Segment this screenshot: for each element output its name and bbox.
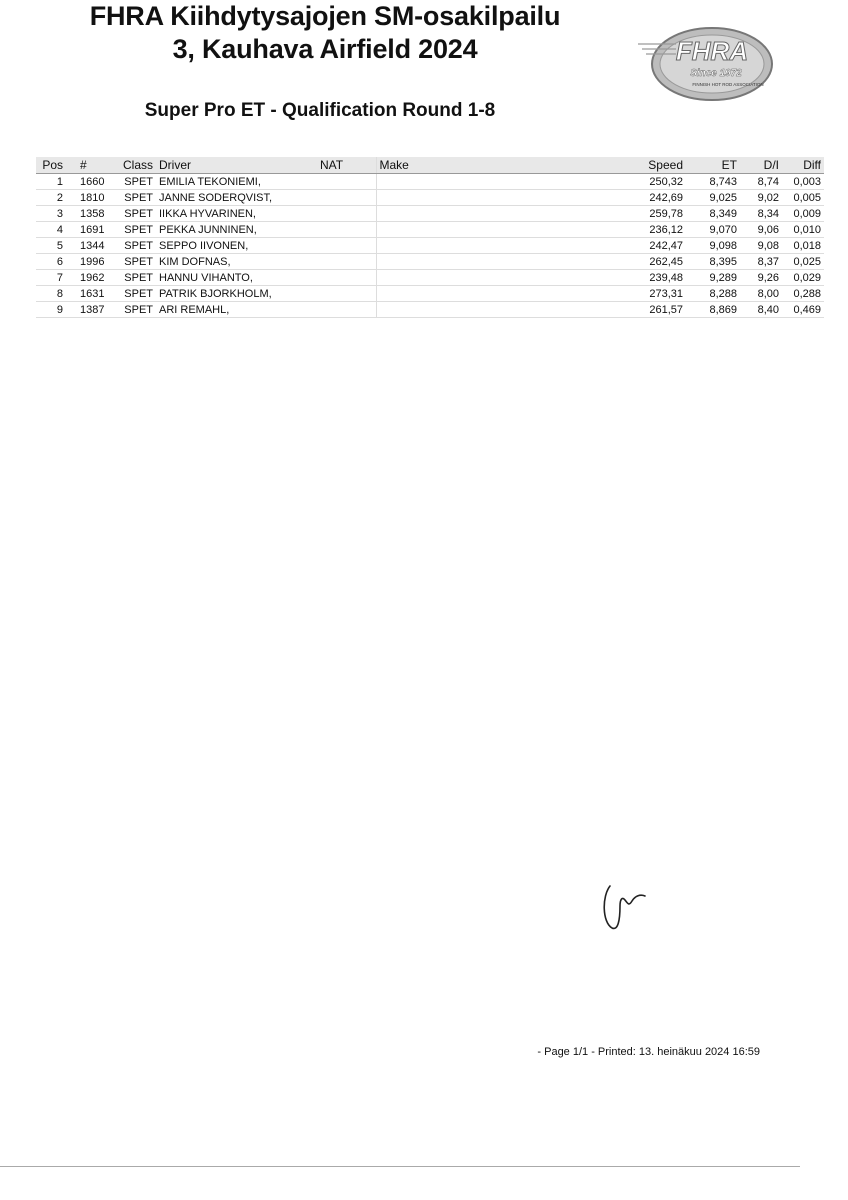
cell-di: 9,08 [740, 238, 782, 254]
cell-di: 9,02 [740, 190, 782, 206]
col-header-speed: Speed [626, 157, 686, 174]
handwritten-signature [598, 882, 654, 934]
cell-num: 1344 [66, 238, 118, 254]
cell-nat [316, 174, 376, 190]
cell-class: SPET [118, 302, 156, 318]
cell-diff: 0,010 [782, 222, 824, 238]
cell-di: 9,26 [740, 270, 782, 286]
fhra-logo [636, 24, 776, 102]
cell-make [376, 254, 626, 270]
col-header-nat: NAT [316, 157, 376, 174]
cell-di: 8,00 [740, 286, 782, 302]
cell-class: SPET [118, 238, 156, 254]
table-row [36, 222, 824, 238]
cell-di: 8,40 [740, 302, 782, 318]
cell-pos: 4 [36, 222, 66, 238]
cell-pos: 6 [36, 254, 66, 270]
cell-num: 1631 [66, 286, 118, 302]
cell-di: 9,06 [740, 222, 782, 238]
cell-et: 8,288 [686, 286, 740, 302]
cell-et: 8,349 [686, 206, 740, 222]
col-header-et: ET [686, 157, 740, 174]
cell-num: 1358 [66, 206, 118, 222]
cell-et: 8,869 [686, 302, 740, 318]
cell-make [376, 206, 626, 222]
cell-nat [316, 222, 376, 238]
cell-driver: PATRIK BJORKHOLM, [156, 286, 316, 302]
cell-make [376, 286, 626, 302]
col-header-class: Class [118, 157, 156, 174]
title-line-2: 3, Kauhava Airfield 2024 [172, 34, 478, 64]
cell-et: 8,395 [686, 254, 740, 270]
cell-pos: 8 [36, 286, 66, 302]
cell-pos: 5 [36, 238, 66, 254]
cell-et: 9,289 [686, 270, 740, 286]
document-title [30, 0, 620, 66]
cell-driver: IIKKA HYVARINEN, [156, 206, 316, 222]
cell-make [376, 222, 626, 238]
cell-driver: KIM DOFNAS, [156, 254, 316, 270]
col-header-number: # [66, 157, 118, 174]
cell-nat [316, 238, 376, 254]
cell-num: 1660 [66, 174, 118, 190]
cell-class: SPET [118, 270, 156, 286]
cell-speed: 259,78 [626, 206, 686, 222]
cell-diff: 0,029 [782, 270, 824, 286]
cell-driver: EMILIA TEKONIEMI, [156, 174, 316, 190]
cell-diff: 0,018 [782, 238, 824, 254]
cell-di: 8,34 [740, 206, 782, 222]
cell-class: SPET [118, 286, 156, 302]
cell-class: SPET [118, 254, 156, 270]
title-line-1: FHRA Kiihdytysajojen SM-osakilpailu [89, 1, 561, 31]
cell-pos: 1 [36, 174, 66, 190]
cell-diff: 0,469 [782, 302, 824, 318]
cell-diff: 0,009 [782, 206, 824, 222]
cell-driver: SEPPO IIVONEN, [156, 238, 316, 254]
cell-nat [316, 270, 376, 286]
table-row [36, 302, 824, 318]
cell-et: 9,025 [686, 190, 740, 206]
cell-speed: 239,48 [626, 270, 686, 286]
document-subtitle: Super Pro ET - Qualification Round 1-8 [144, 100, 496, 121]
cell-num: 1996 [66, 254, 118, 270]
cell-di: 8,74 [740, 174, 782, 190]
cell-pos: 9 [36, 302, 66, 318]
cell-di: 8,37 [740, 254, 782, 270]
cell-nat [316, 190, 376, 206]
table-row [36, 190, 824, 206]
table-row [36, 206, 824, 222]
table-row [36, 270, 824, 286]
cell-speed: 273,31 [626, 286, 686, 302]
cell-class: SPET [118, 222, 156, 238]
cell-num: 1962 [66, 270, 118, 286]
cell-et: 9,070 [686, 222, 740, 238]
page-footer: - Page 1/1 - Printed: 13. heinäkuu 2024 16:59 [537, 1046, 760, 1058]
cell-class: SPET [118, 174, 156, 190]
cell-make [376, 190, 626, 206]
cell-diff: 0,025 [782, 254, 824, 270]
cell-make [376, 302, 626, 318]
table-row [36, 286, 824, 302]
cell-nat [316, 302, 376, 318]
col-header-di: D/I [740, 157, 782, 174]
cell-et: 8,743 [686, 174, 740, 190]
bottom-divider [0, 1166, 800, 1167]
cell-make [376, 238, 626, 254]
cell-diff: 0,288 [782, 286, 824, 302]
col-header-diff: Diff [782, 157, 824, 174]
cell-pos: 2 [36, 190, 66, 206]
cell-driver: ARI REMAHL, [156, 302, 316, 318]
cell-speed: 250,32 [626, 174, 686, 190]
cell-speed: 262,45 [626, 254, 686, 270]
cell-make [376, 174, 626, 190]
table-row [36, 254, 824, 270]
cell-make [376, 270, 626, 286]
cell-speed: 236,12 [626, 222, 686, 238]
cell-num: 1691 [66, 222, 118, 238]
col-header-pos: Pos [36, 157, 66, 174]
logo-text: FHRA [675, 36, 749, 66]
cell-driver: HANNU VIHANTO, [156, 270, 316, 286]
cell-speed: 261,57 [626, 302, 686, 318]
cell-num: 1387 [66, 302, 118, 318]
cell-speed: 242,69 [626, 190, 686, 206]
cell-pos: 3 [36, 206, 66, 222]
col-header-driver: Driver [156, 157, 316, 174]
cell-class: SPET [118, 206, 156, 222]
cell-nat [316, 286, 376, 302]
cell-et: 9,098 [686, 238, 740, 254]
cell-num: 1810 [66, 190, 118, 206]
results-table [36, 157, 824, 318]
cell-pos: 7 [36, 270, 66, 286]
cell-diff: 0,005 [782, 190, 824, 206]
cell-diff: 0,003 [782, 174, 824, 190]
logo-association: FINNISH HOT ROD ASSOCIATION [692, 82, 764, 87]
cell-speed: 242,47 [626, 238, 686, 254]
cell-class: SPET [118, 190, 156, 206]
cell-driver: JANNE SODERQVIST, [156, 190, 316, 206]
cell-nat [316, 206, 376, 222]
logo-since: Since 1972 [690, 68, 742, 79]
table-row [36, 238, 824, 254]
table-row [36, 174, 824, 190]
col-header-make: Make [376, 157, 626, 174]
cell-nat [316, 254, 376, 270]
cell-driver: PEKKA JUNNINEN, [156, 222, 316, 238]
table-header-row [36, 157, 824, 174]
